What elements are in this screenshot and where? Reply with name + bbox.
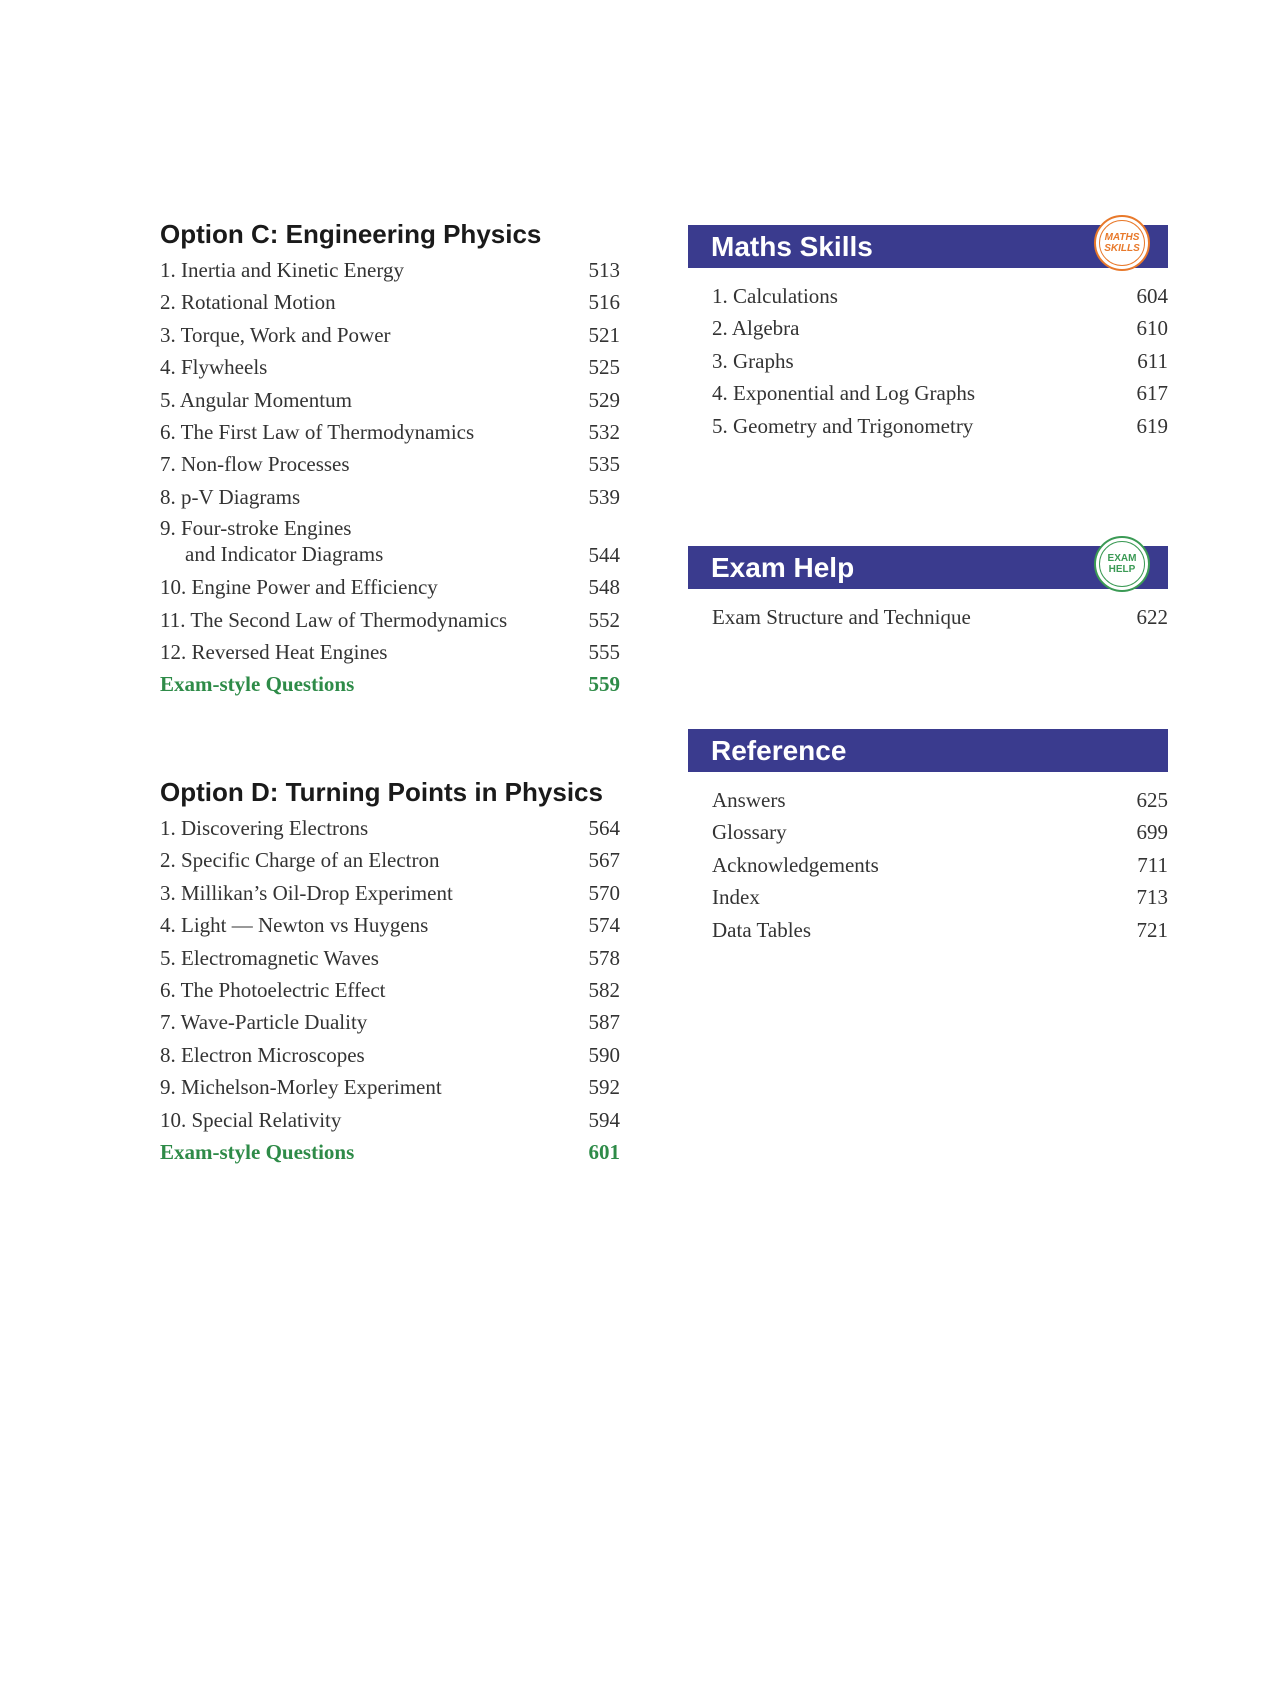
exam-help-list (688, 601, 1168, 633)
toc-entry[interactable] (712, 849, 1168, 881)
toc-entry[interactable] (160, 974, 620, 1006)
option-c-section (160, 216, 620, 701)
toc-entry-page: 564 (588, 816, 620, 840)
reference-list (688, 784, 1168, 946)
maths-skills-list (688, 280, 1168, 442)
toc-entry-page: 513 (588, 258, 620, 282)
toc-entry-page: 548 (588, 575, 620, 600)
toc-entry-title: 2. Algebra (712, 316, 800, 341)
toc-entry-page: 532 (588, 419, 620, 444)
toc-entry-title: 3. Millikan’s Oil-Drop Experiment (160, 880, 453, 905)
toc-entry-title: Glossary (712, 820, 787, 845)
toc-entry-title: 7. Non-flow Processes (160, 452, 350, 477)
toc-entry-page: 611 (1137, 348, 1168, 373)
toc-entry[interactable] (160, 844, 620, 876)
toc-entry-title: 6. The First Law of Thermodynamics (160, 419, 475, 444)
toc-entry[interactable] (712, 881, 1168, 913)
toc-entry-page: 699 (1136, 820, 1168, 845)
toc-entry-title: 1. Discovering Electrons (160, 816, 369, 840)
toc-entry-page: 529 (588, 387, 620, 412)
maths-skills-banner (688, 225, 1168, 268)
toc-entry[interactable] (160, 254, 620, 286)
option-c-title: Option C: Engineering Physics (160, 219, 542, 249)
toc-entry-page: 544 (588, 543, 620, 568)
toc-entry-title: Exam-style Questions (160, 1139, 355, 1164)
toc-entry-title: 5. Angular Momentum (160, 387, 352, 412)
toc-entry[interactable] (160, 636, 620, 668)
toc-entry[interactable] (160, 812, 620, 844)
toc-entry[interactable] (712, 784, 1168, 816)
option-d-title: Option D: Turning Points in Physics (160, 777, 603, 807)
toc-entry[interactable] (160, 351, 620, 383)
toc-entry-page: 570 (588, 880, 620, 905)
reference-section (688, 729, 1168, 946)
toc-entry-page: 574 (588, 913, 620, 938)
reference-title: Reference (711, 735, 847, 766)
toc-entry-title: 8. Electron Microscopes (160, 1042, 365, 1067)
toc-entry-title: 4. Flywheels (160, 355, 268, 380)
maths-skills-title: Maths Skills (711, 231, 873, 262)
toc-entry[interactable] (712, 312, 1168, 344)
option-d-list (160, 812, 620, 1168)
toc-entry-title: 3. Graphs (712, 348, 794, 373)
toc-entry-title: 10. Engine Power and Efficiency (160, 575, 438, 600)
toc-entry-title: 1. Calculations (712, 284, 838, 308)
toc-entry-title: 9. Michelson-Morley Experiment (160, 1075, 442, 1100)
toc-entry-page: 559 (588, 672, 620, 697)
toc-entry-page: 516 (588, 290, 620, 315)
toc-entry-title: 11. The Second Law of Thermodynamics (160, 607, 508, 632)
toc-entry-page: 552 (588, 607, 620, 632)
toc-entry[interactable] (160, 448, 620, 480)
exam-help-title: Exam Help (711, 552, 855, 583)
toc-entry-title: 4. Exponential and Log Graphs (712, 381, 976, 406)
toc-entry-page: 582 (588, 977, 620, 1002)
exam-questions-entry[interactable] (160, 1136, 620, 1168)
toc-entry-title: 2. Specific Charge of an Electron (160, 848, 440, 873)
toc-entry[interactable] (160, 416, 620, 448)
toc-entry-page: 539 (588, 484, 620, 509)
toc-entry[interactable] (160, 1039, 620, 1071)
toc-entry[interactable] (160, 1104, 620, 1136)
toc-entry-title: Index (712, 885, 760, 910)
toc-entry-page: 521 (588, 322, 620, 347)
toc-entry-title: 5. Geometry and Trigonometry (712, 413, 974, 438)
toc-entry[interactable] (160, 384, 620, 416)
exam-help-section (688, 546, 1168, 633)
toc-entry-page: 578 (588, 945, 620, 970)
toc-entry-page: 587 (588, 1010, 620, 1035)
toc-entry-title: Acknowledgements (712, 852, 879, 877)
toc-entry[interactable] (712, 280, 1168, 312)
toc-entry[interactable] (160, 1006, 620, 1038)
toc-entry[interactable] (712, 377, 1168, 409)
toc-entry-page: 617 (1136, 381, 1168, 406)
toc-entry-page: 625 (1136, 788, 1168, 812)
toc-entry-page: 713 (1136, 885, 1168, 910)
toc-entry[interactable] (160, 481, 620, 513)
toc-entry-title: 7. Wave-Particle Duality (160, 1010, 368, 1035)
exam-help-banner (688, 546, 1168, 589)
toc-entry-page: 555 (588, 639, 620, 664)
toc-entry[interactable] (160, 286, 620, 318)
toc-entry[interactable] (712, 816, 1168, 848)
toc-entry-page: 610 (1136, 316, 1168, 341)
toc-entry-title: 9. Four-stroke Engines and Indicator Diagrams (160, 516, 384, 567)
toc-entry-title: 3. Torque, Work and Power (160, 322, 391, 347)
toc-entry-page: 590 (588, 1042, 620, 1067)
toc-entry[interactable] (712, 914, 1168, 946)
reference-banner (688, 729, 1168, 772)
toc-entry-page: 535 (588, 452, 620, 477)
toc-entry-page: 592 (588, 1075, 620, 1100)
toc-entry-page: 601 (588, 1139, 620, 1164)
option-c-list (160, 254, 620, 701)
toc-entry-title: 4. Light — Newton vs Huygens (160, 913, 429, 938)
toc-entry-title: Exam-style Questions (160, 672, 355, 697)
toc-entry-title: Data Tables (712, 917, 812, 942)
toc-entry-title: 1. Inertia and Kinetic Energy (160, 258, 404, 282)
toc-entry[interactable] (160, 1071, 620, 1103)
toc-entry[interactable] (160, 571, 620, 603)
toc-entry-page: 525 (588, 355, 620, 380)
toc-entry-page: 711 (1137, 852, 1168, 877)
toc-entry[interactable] (160, 877, 620, 909)
toc-entry[interactable] (160, 513, 620, 571)
exam-questions-entry[interactable] (160, 668, 620, 700)
toc-entry-title: 6. The Photoelectric Effect (160, 977, 386, 1002)
toc-entry-title: 2. Rotational Motion (160, 290, 336, 315)
maths-skills-badge-icon: MATHS SKILLS (1094, 215, 1150, 271)
option-d-section (160, 774, 620, 1168)
toc-entry-page: 567 (588, 848, 620, 873)
toc-entry-page: 721 (1136, 917, 1168, 942)
toc-entry-title: Exam Structure and Technique (712, 605, 971, 629)
toc-entry-page: 594 (588, 1107, 620, 1132)
toc-entry-page: 619 (1136, 413, 1168, 438)
toc-entry[interactable] (160, 319, 620, 351)
maths-skills-section (688, 225, 1168, 442)
exam-help-badge-icon: EXAM HELP (1094, 536, 1150, 592)
toc-entry-title: 10. Special Relativity (160, 1107, 342, 1132)
toc-entry-title: 12. Reversed Heat Engines (160, 639, 388, 664)
toc-entry[interactable] (160, 942, 620, 974)
toc-entry[interactable] (712, 601, 1168, 633)
toc-entry-title: Answers (712, 788, 786, 812)
toc-entry[interactable] (160, 604, 620, 636)
toc-entry-page: 604 (1136, 284, 1168, 308)
toc-entry[interactable] (712, 345, 1168, 377)
toc-entry[interactable] (160, 909, 620, 941)
toc-entry-page: 622 (1136, 605, 1168, 629)
toc-entry[interactable] (712, 410, 1168, 442)
toc-entry-title: 5. Electromagnetic Waves (160, 945, 379, 970)
toc-entry-title: 8. p-V Diagrams (160, 484, 301, 509)
